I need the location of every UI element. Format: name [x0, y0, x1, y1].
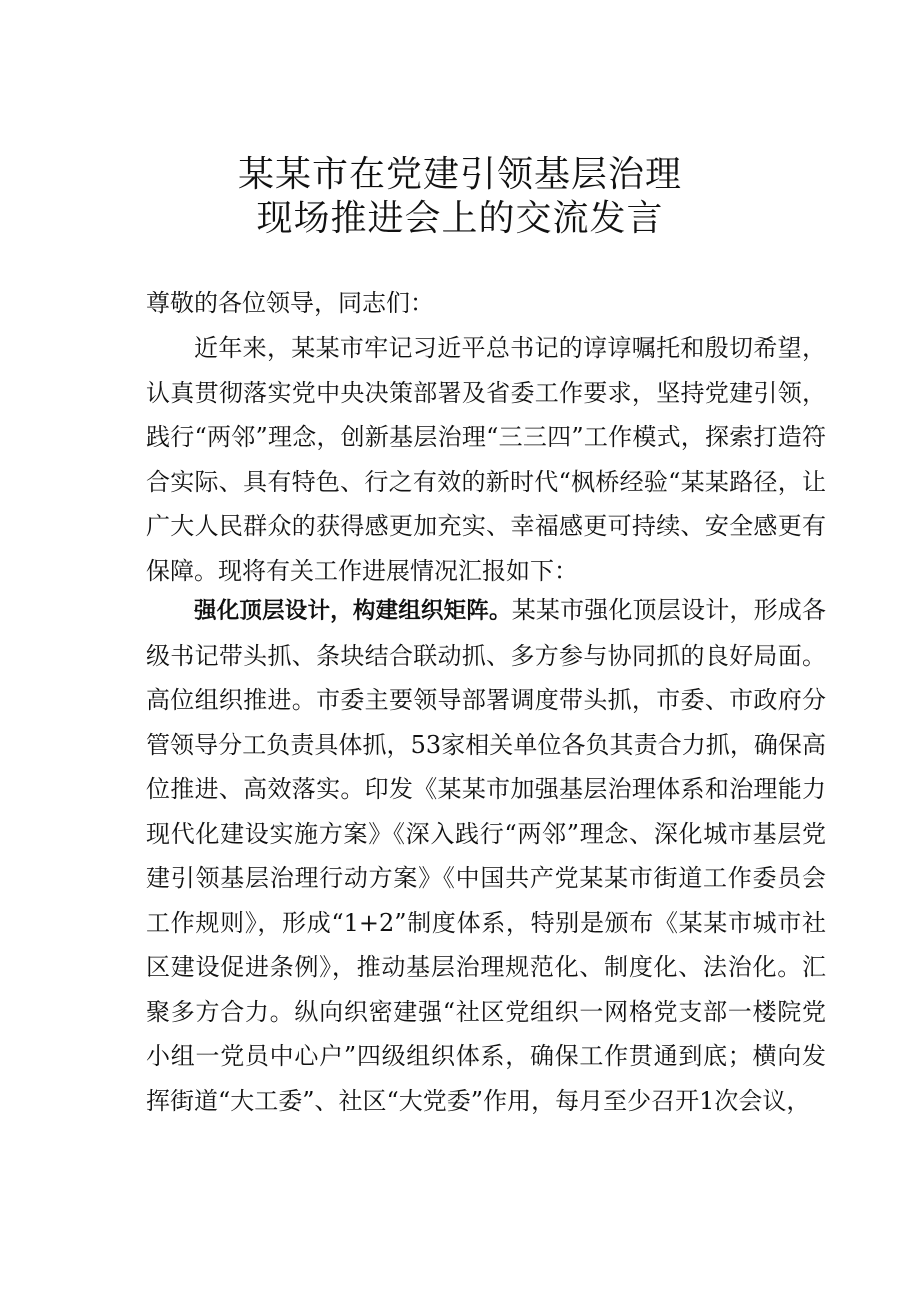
document-title-line-2: 现场推进会上的交流发言 [256, 198, 664, 239]
paragraph-body: 某某市强化顶层设计，形成各级书记带头抓、条块结合联动抓、多方参与协同抓的良好局面。高位组织推进。市委主要领导部署调度带头抓，市委、市政府分管领导分工负责具体抓，53家相关单位各负其责合力抓，确保高位推进、高效落实。印发《某某市加强基层治理体系和治理能力现代化建设实施方案》《深入践行“两邻”理念、深化城市基层党建引领基层治理行动方案》《中国共产党某某市街道工作委员会工作规则》，形成“1+2”制度体系，特别是颁布《某某市城市社区建设促进条例》，推动基层治理规范化、制度化、法治化。汇聚多方合力。纵向织密建强“社区党组织一网格党支部一楼院党小组一党员中心户”四级组织体系，确保工作贯通到底；横向发挥街道“大工委”、社区“大党委”作用，每月至少召开1次会议， [146, 596, 826, 1115]
paragraph-heading: 强化顶层设计，构建组织矩阵。 [194, 598, 512, 624]
paragraph-intro: 近年来，某某市牢记习近平总书记的谆谆嘱托和殷切希望，认真贯彻落实党中央决策部署及省委工作要求，坚持党建引领，践行“两邻”理念，创新基层治理“三三四”工作模式，探索打造符合实际、具有特色、行之有效的新时代“枫桥经验“某某路径，让广大人民群众的获得感更加充实、幸福感更可持续、安全感更有保障。现将有关工作进展情况汇报如下： [146, 334, 826, 585]
document-title-line-1: 某某市在党建引领基层治理 [237, 154, 682, 195]
paragraph-top-level-design [146, 588, 826, 1123]
greeting: 尊敬的各位领导，同志们： [146, 289, 434, 317]
